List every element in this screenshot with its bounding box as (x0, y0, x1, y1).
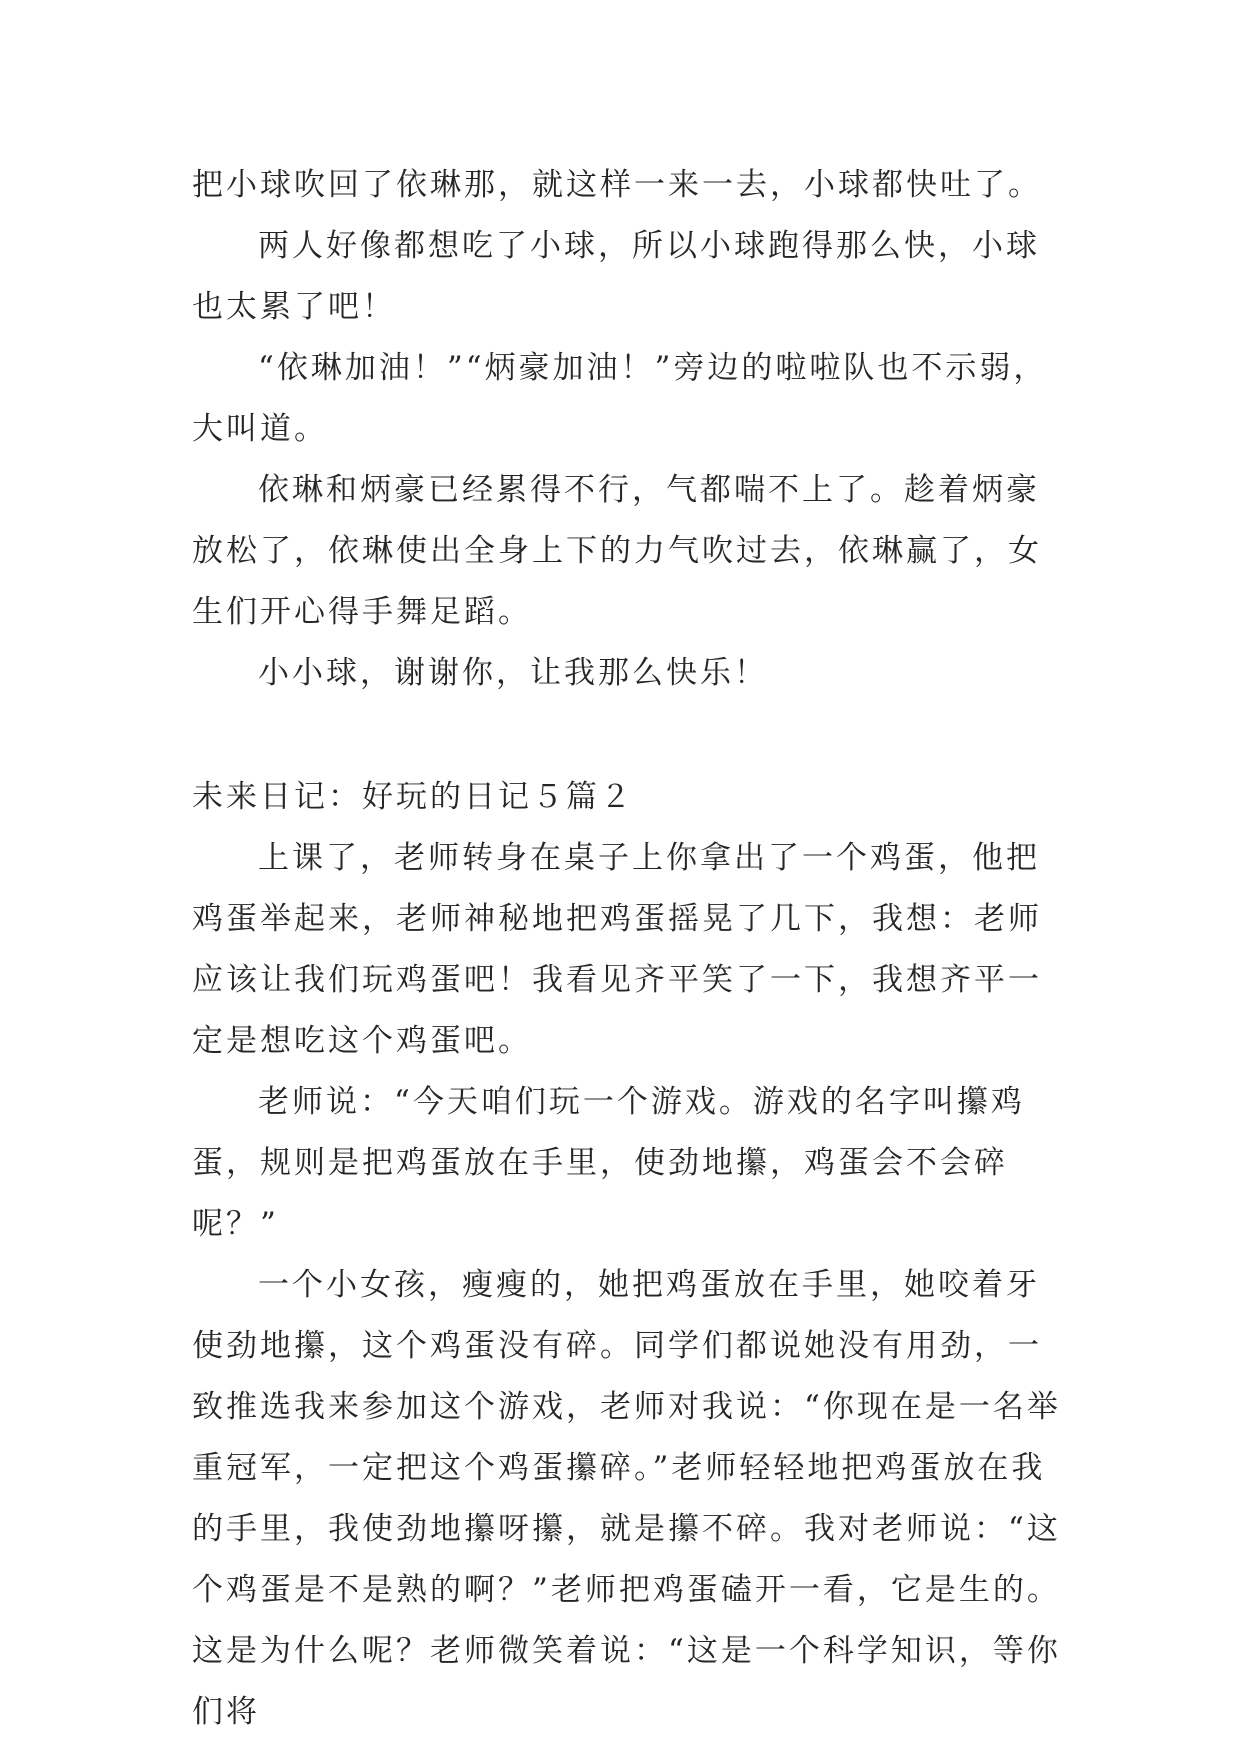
paragraph: 两人好像都想吃了小球，所以小球跑得那么快，小球也太累了吧！ (192, 228, 1040, 325)
paragraph: “依琳加油！”“炳豪加油！”旁边的啦啦队也不示弱，大叫道。 (192, 350, 1048, 447)
document-body (192, 155, 1068, 1743)
paragraph: 老师说：“今天咱们玩一个游戏。游戏的名字叫攥鸡蛋，规则是把鸡蛋放在手里，使劲地攥，鸡蛋会不会碎呢？” (192, 1084, 1025, 1242)
paragraph: 一个小女孩，瘦瘦的，她把鸡蛋放在手里，她咬着牙使劲地攥，这个鸡蛋没有碎。同学们都说她没有用劲，一致推选我来参加这个游戏，老师对我说：“你现在是一名举重冠军，一定把这个鸡蛋攥碎。”老师轻轻地把鸡蛋放在我的手里，我使劲地攥呀攥，就是攥不碎。我对老师说：“这个鸡蛋是不是熟的啊？”老师把鸡蛋磕开一看，它是生的。这是为什么呢？老师微笑着说：“这是一个科学知识，等你们将 (192, 1267, 1061, 1730)
paragraph: 依琳和炳豪已经累得不行，气都喘不上了。趁着炳豪放松了，依琳使出全身上下的力气吹过去，依琳赢了，女生们开心得手舞足蹈。 (192, 472, 1042, 630)
section-heading: 未来日记：好玩的日记５篇２ (192, 779, 634, 815)
paragraph-continued: 把小球吹回了依琳那，就这样一来一去，小球都快吐了。 (192, 167, 1042, 203)
paragraph: 小小球，谢谢你，让我那么快乐！ (258, 655, 768, 691)
paragraph: 上课了，老师转身在桌子上你拿出了一个鸡蛋，他把鸡蛋举起来，老师神秘地把鸡蛋摇晃了几下，我想：老师应该让我们玩鸡蛋吧！我看见齐平笑了一下，我想齐平一定是想吃这个鸡蛋吧。 (192, 840, 1042, 1059)
